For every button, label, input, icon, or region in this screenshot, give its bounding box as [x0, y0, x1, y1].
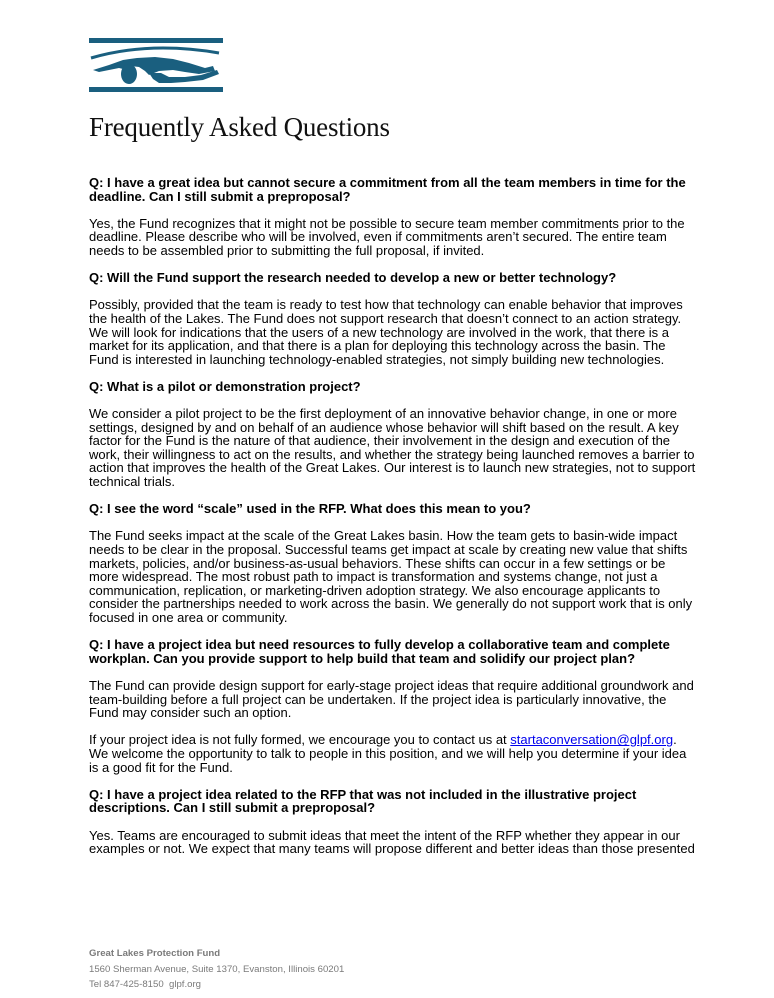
logo-top-bar [89, 38, 223, 43]
faq-item [89, 271, 719, 366]
footer-contact: Tel 847-425-8150 glpf.org [89, 979, 202, 990]
faq-question: Q: I see the word “scale” used in the RFP. What does this mean to you? [89, 501, 531, 517]
contact-email-link[interactable]: startaconversation@glpf.org [510, 732, 674, 748]
footer-org-name: Great Lakes Protection Fund [89, 948, 221, 959]
faq-answer: The Fund seeks impact at the scale of the Great Lakes basin. How the team gets to basin-wide impact needs to be clear in the proposal. Successful teams get impact at scale by creating new value that shifts markets, policies, and/or business-as-usual behaviors. These shifts can occur in a few settings or be more widespread. The most robust path to impact is transformation and systems change, not just a communication, replication, or marketing-driven adoption strategy. We also encourage applicants to consider the partnerships needed to work across the basin. We generally do not support work that is only focused in one area or community. [89, 528, 693, 625]
logo-lakes-upper [93, 57, 215, 75]
faq-answer: Yes. Teams are encouraged to submit ideas that meet the intent of the RFP whether they appear in our examples or not. We expect that many teams will propose different and better ideas than those presented [89, 827, 695, 857]
page-title: Frequently Asked Questions [89, 112, 390, 142]
faq-answer: Possibly, provided that the team is ready to test how that technology can enable behavior that improves the health of the Lakes. The Fund does not support research that doesn’t connect to an action strategy. We will look for indications that the users of a new technology are involved in the work, that there is a market for its application, and that there is a plan for deploying this technology across the basin. The Fund is interested in launching technology-enabled strategies, not simply building new technologies. [89, 297, 683, 367]
page-footer [89, 946, 344, 993]
faq-question: Q: I have a great idea but cannot secure a commitment from all the team members in time for the deadline. Can I still submit a preproposal? [89, 175, 686, 204]
faq-item [89, 380, 719, 489]
faq-answer: We consider a pilot project to be the first deployment of an innovative behavior change, in one or more settings, designed by and on behalf of an audience whose behavior will shift based on the result. A key factor for the Fund is the nature of that audience, their involvement in the design and execution of the work, their willingness to act on the results, and whether the strategy being launched removes a barrier to action that improves the health of the Great Lakes. Our interest is to launch new strategies, not to support technical trials. [89, 406, 696, 490]
logo-bottom-bar [89, 87, 223, 92]
faq-contact-paragraph: If your project idea is not fully formed, we encourage you to contact us at startaconversation@glpf.org. We welcome the opportunity to talk to people in this position, and we will help you determine if your idea is a good fit for the Fund. [89, 732, 687, 775]
footer-address: 1560 Sherman Avenue, Suite 1370, Evanston, Illinois 60201 [89, 963, 345, 975]
faq-item [89, 502, 719, 624]
faq-item [89, 176, 719, 258]
faq-answer: Yes, the Fund recognizes that it might not be possible to secure team member commitments prior to the deadline. Please describe who will be involved, even if commitments aren’t secured. The entire team needs to be assembled prior to submitting the full proposal, if invited. [89, 215, 685, 258]
faq-item [89, 788, 719, 856]
logo-arc [91, 48, 219, 58]
faq-question: Q: What is a pilot or demonstration project? [89, 378, 361, 394]
logo-lake-michigan [121, 64, 137, 84]
faq-list [89, 176, 719, 869]
faq-item [89, 638, 719, 774]
faq-question: Q: I have a project idea related to the RFP that was not included in the illustrative project descriptions. Can I still submit a preproposal? [89, 786, 637, 816]
faq-answer: The Fund can provide design support for early-stage project ideas that require additional groundwork and team-building before a full project can be undertaken. If the project idea is particularly innovative, the Fund may consider such an option. [89, 677, 694, 721]
great-lakes-eye-logo [89, 37, 223, 93]
faq-question: Q: Will the Fund support the research needed to develop a new or better technology? [89, 270, 617, 286]
logo-graphic [89, 37, 223, 93]
faq-question: Q: I have a project idea but need resources to fully develop a collaborative team and complete workplan. Can you provide support to help build that team and solidify our project plan? [89, 637, 670, 666]
